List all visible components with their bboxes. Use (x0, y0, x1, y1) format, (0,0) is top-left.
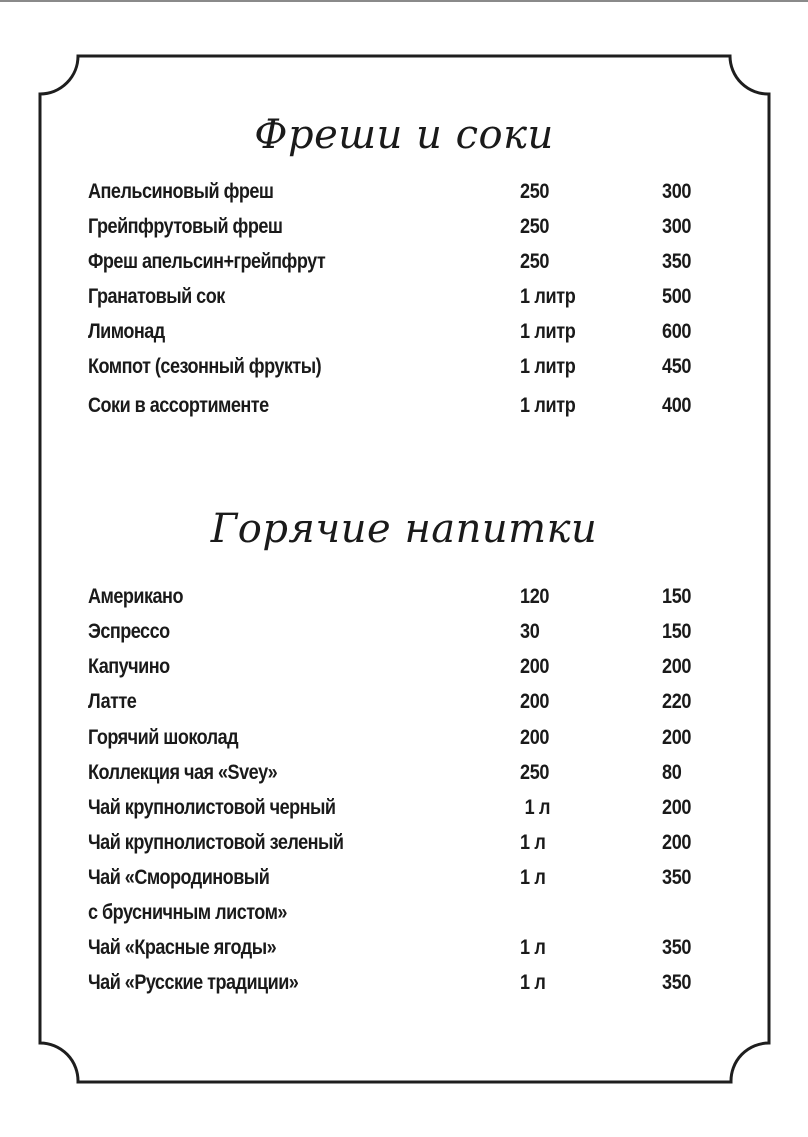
item-name: Чай «Красные ягоды» (88, 936, 277, 959)
menu-row (88, 250, 728, 280)
item-name: Грейпфрутовый фреш (88, 215, 283, 238)
item-volume: 30 (520, 620, 540, 643)
item-name: Американо (88, 585, 183, 608)
menu-row (88, 215, 728, 245)
item-volume: 1 литр (520, 355, 576, 378)
item-volume: 1 л (520, 971, 546, 994)
item-name: Апельсиновый фреш (88, 180, 274, 203)
item-name: Латте (88, 690, 137, 713)
item-price: 400 (662, 394, 692, 417)
item-name: Чай «Русские традиции» (88, 971, 299, 994)
menu-row (88, 971, 728, 1001)
item-price: 450 (662, 355, 692, 378)
menu-row (88, 796, 728, 826)
menu-row (88, 285, 728, 315)
item-price: 200 (662, 655, 692, 678)
item-name: Горячий шоколад (88, 726, 239, 749)
menu-row (88, 585, 728, 615)
item-volume: 120 (520, 585, 550, 608)
menu-row (88, 394, 728, 424)
item-name: Коллекция чая «Svey» (88, 761, 278, 784)
item-price: 150 (662, 620, 692, 643)
item-volume: 1 литр (520, 394, 576, 417)
item-name: Капучино (88, 655, 170, 678)
item-volume: 1 л (520, 831, 546, 854)
item-volume: 200 (520, 655, 550, 678)
item-price: 600 (662, 320, 692, 343)
item-volume: 1 л (520, 866, 546, 889)
item-volume: 1 л (520, 796, 551, 819)
item-volume: 250 (520, 215, 550, 238)
item-name: Чай крупнолистовой зеленый (88, 831, 344, 854)
menu-row (88, 620, 728, 650)
item-volume: 1 л (520, 936, 546, 959)
item-name: Фреш апельсин+грейпфрут (88, 250, 326, 273)
item-price: 350 (662, 971, 692, 994)
item-price: 200 (662, 726, 692, 749)
item-name: Чай крупнолистовой черный (88, 796, 336, 819)
item-price: 80 (662, 761, 682, 784)
section-title-fresh-juices: Фреши и соки (254, 112, 554, 158)
item-price: 350 (662, 936, 692, 959)
item-price: 300 (662, 180, 692, 203)
item-volume: 1 литр (520, 285, 576, 308)
item-volume: 200 (520, 726, 550, 749)
item-name: Чай «Смородиновый (88, 866, 270, 889)
menu-row (88, 936, 728, 966)
menu-row (88, 866, 728, 896)
item-price: 350 (662, 866, 692, 889)
menu-row (88, 726, 728, 756)
item-volume: 250 (520, 180, 550, 203)
menu-row (88, 180, 728, 210)
item-price: 150 (662, 585, 692, 608)
menu-row (88, 355, 728, 385)
menu-row (88, 761, 728, 791)
item-volume: 250 (520, 761, 550, 784)
item-name: Эспрессо (88, 620, 170, 643)
menu-row-continuation (88, 901, 728, 931)
item-name: с брусничным листом» (88, 901, 287, 924)
menu-row (88, 690, 728, 720)
item-volume: 250 (520, 250, 550, 273)
item-price: 200 (662, 831, 692, 854)
item-price: 500 (662, 285, 692, 308)
item-price: 220 (662, 690, 692, 713)
item-price: 300 (662, 215, 692, 238)
item-name: Лимонад (88, 320, 165, 343)
item-volume: 1 литр (520, 320, 576, 343)
menu-row (88, 655, 728, 685)
menu-row (88, 320, 728, 350)
item-price: 350 (662, 250, 692, 273)
section-title-hot-drinks: Горячие напитки (210, 506, 598, 552)
item-price: 200 (662, 796, 692, 819)
item-name: Гранатовый сок (88, 285, 225, 308)
item-volume: 200 (520, 690, 550, 713)
menu-row (88, 831, 728, 861)
item-name: Соки в ассортименте (88, 394, 269, 417)
item-name: Компот (сезонный фрукты) (88, 355, 322, 378)
